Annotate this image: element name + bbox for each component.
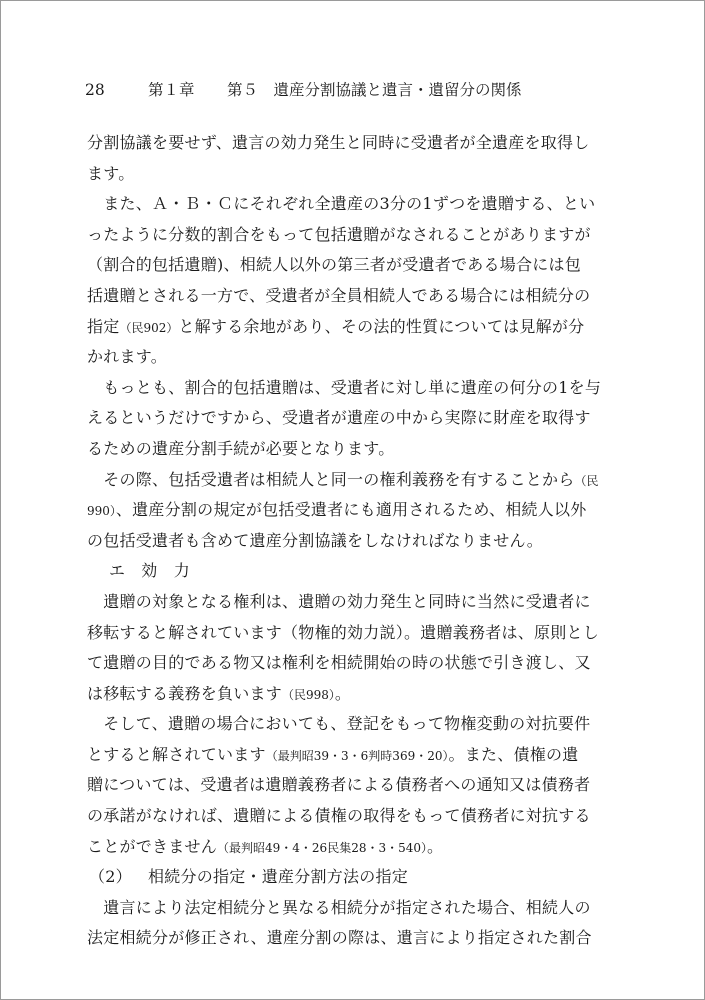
text-segment: 、遺産分割の規定が包括受遺者にも適用されるため、相続人以外 [115,500,587,520]
text-line: て遺贈の目的である物又は権利を相続開始の時の状態で引き渡し、又 [87,653,591,673]
text-line: 括遺贈とされる一方で、受遺者が全員相続人である場合には相続分の [87,285,591,305]
subheading-title: 効 力 [141,561,191,581]
text-line: もっとも、割合的包括遺贈は、受遺者に対し単に遺産の何分の1を与 [87,377,602,397]
text-line [87,832,622,863]
legal-citation: （民998） [282,687,335,702]
text-segment: 。また、債権の遺 [448,744,579,764]
text-line: の承諾がなければ、遺贈による債権の取得をもって債務者に対抗する [87,806,591,826]
legal-citation: （民 [574,473,599,488]
text-line [87,679,622,710]
text-line: また、Ａ・Ｂ・Ｃにそれぞれ全遺産の3分の1ずつを遺贈する、とい [87,194,596,214]
case-citation: （最判昭39・3・6判時369・20） [265,748,449,763]
text-line [87,740,622,771]
subheading-title: 相続分の指定・遺産分割方法の指定 [147,867,408,887]
text-segment: ことができません [87,836,218,856]
text-line: 法定相続分が修正され、遺産分割の際は、遺言により指定された割合 [87,928,592,948]
text-line [87,312,622,343]
text-segment: 指定 [87,316,120,336]
text-line [87,495,622,526]
text-line: かれます。 [87,347,167,367]
text-line [87,465,622,496]
text-line: るための遺産分割手続が必要となります。 [87,438,395,458]
subheading-marker: （2） [89,867,132,887]
text-segment: とすると解されています [87,744,266,764]
text-line: 移転すると解されています（物権的効力説）。遺贈義務者は、原則とし [87,622,600,642]
text-line: の包括受遺者も含めて遺産分割協議をしなければなりません。 [87,530,543,550]
text-line: ます。 [87,163,135,183]
text-segment: 。 [427,836,444,856]
legal-citation: （民902） [119,320,179,335]
text-line: 遺贈の対象となる権利は、遺贈の効力発生と同時に当然に受遺者に [87,591,591,611]
text-line: そして、遺贈の場合においても、登記をもって物権変動の対抗要件 [87,714,591,734]
text-line: えるというだけですから、受遺者が遺産の中から実際に財産を取得す [87,408,591,428]
page-number: 28 [85,81,105,99]
text-line: （割合的包括遺贈)、相続人以外の第三者が受遺者である場合には包 [87,255,581,275]
chapter-title: 第１章 [148,81,195,99]
text-line: ったように分数的割合をもって包括遺贈がなされることがありますが [87,224,591,244]
text-line: 遺言により法定相続分と異なる相続分が指定された場合、相続人の [87,897,591,917]
text-segment: 。 [334,683,352,703]
text-line: 分割協議を要せず、遺言の効力発生と同時に受遺者が全遺産を取得し [87,133,590,152]
subheading-effect [87,556,622,587]
text-segment: は移転する義務を負います [87,683,283,703]
legal-citation: 990） [87,504,116,519]
section-title: 第５ 遺産分割協議と遺言・遺留分の関係 [227,81,522,99]
text-line: 贈については、受遺者は遺贈義務者による債務者への通知又は債務者 [87,775,591,795]
text-segment: その際、包括受遺者は相続人と同一の権利義務を有することから [87,469,575,489]
text-segment: と解する余地があり、その法的性質については見解が分 [178,316,585,336]
subheading-designation [87,862,622,893]
subheading-marker: エ [109,561,126,581]
body-text [87,128,622,954]
case-citation: （最判昭49・4・26民集28・3・540） [217,840,427,855]
